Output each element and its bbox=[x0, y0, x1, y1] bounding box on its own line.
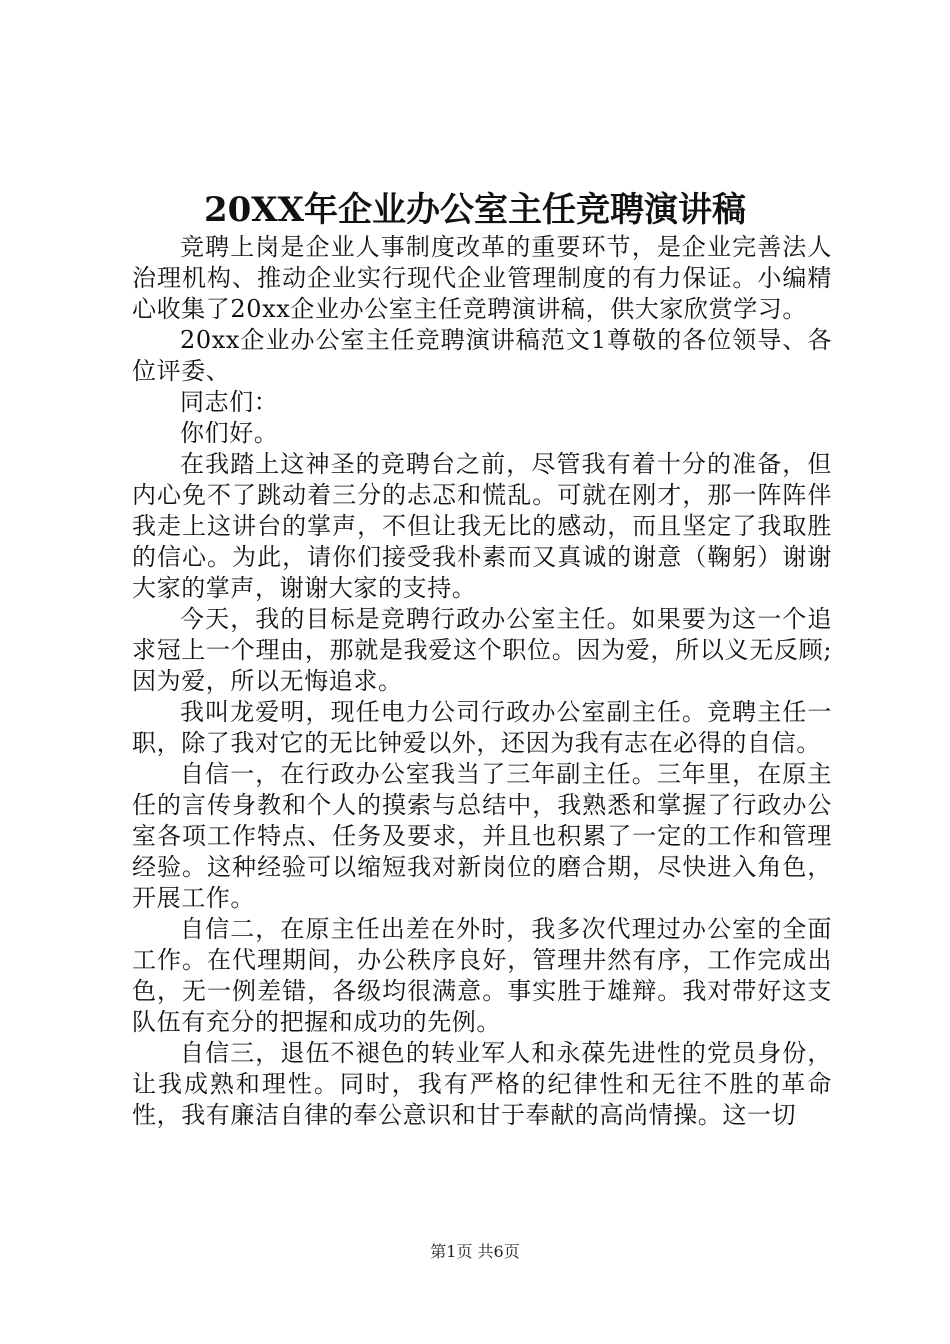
paragraph-sample-heading: 20xx企业办公室主任竞聘演讲稿范文1尊敬的各位领导、各位评委、 bbox=[132, 326, 832, 385]
paragraph-intro: 竞聘上岗是企业人事制度改革的重要环节，是企业完善法人治理机构、推动企业实行现代企业管理制度的有力保证。小编精心收集了20xx企业办公室主任竞聘演讲稿，供大家欣赏学习。 bbox=[132, 233, 832, 323]
paragraph-goal: 今天，我的目标是竞聘行政办公室主任。如果要为这一个追求冠上一个理由，那就是我爱这个职位。因为爱，所以义无反顾;因为爱，所以无悔追求。 bbox=[132, 605, 832, 695]
paragraph-self-intro: 我叫龙爱明，现任电力公司行政办公室副主任。竞聘主任一职，除了我对它的无比钟爱以外，还因为我有志在必得的自信。 bbox=[132, 698, 832, 757]
paragraph-salutation: 同志们： bbox=[180, 388, 279, 416]
paragraph-opening: 在我踏上这神圣的竞聘台之前，尽管我有着十分的准备，但内心免不了跳动着三分的忐忑和慌乱。可就在刚才，那一阵阵伴我走上这讲台的掌声，不但让我无比的感动，而且坚定了我取胜的信心。为此，请你们接受我朴素而又真诚的谢意（鞠躬）谢谢大家的掌声，谢谢大家的支持。 bbox=[132, 450, 832, 602]
paragraph-confidence-three: 自信三，退伍不褪色的转业军人和永葆先进性的党员身份，让我成熟和理性。同时，我有严格的纪律性和无往不胜的革命性，我有廉洁自律的奉公意识和甘于奉献的高尚情操。这一切 bbox=[132, 1039, 832, 1129]
paragraph-confidence-one: 自信一，在行政办公室我当了三年副主任。三年里，在原主任的言传身教和个人的摸索与总结中，我熟悉和掌握了行政办公室各项工作特点、任务及要求，并且也积累了一定的工作和管理经验。这种经验可以缩短我对新岗位的磨合期，尽快进入角色，开展工作。 bbox=[132, 760, 832, 912]
document-title: 20XX年企业办公室主任竞聘演讲稿 bbox=[203, 190, 747, 230]
paragraph-confidence-two: 自信二，在原主任出差在外时，我多次代理过办公室的全面工作。在代理期间，办公秩序良好，管理井然有序，工作完成出色，无一例差错，各级均很满意。事实胜于雄辩。我对带好这支队伍有充分的把握和成功的先例。 bbox=[132, 915, 832, 1036]
document-body bbox=[132, 232, 832, 1131]
paragraph-greeting: 你们好。 bbox=[180, 419, 279, 447]
page-footer: 第1页 共6页 bbox=[430, 1242, 520, 1261]
